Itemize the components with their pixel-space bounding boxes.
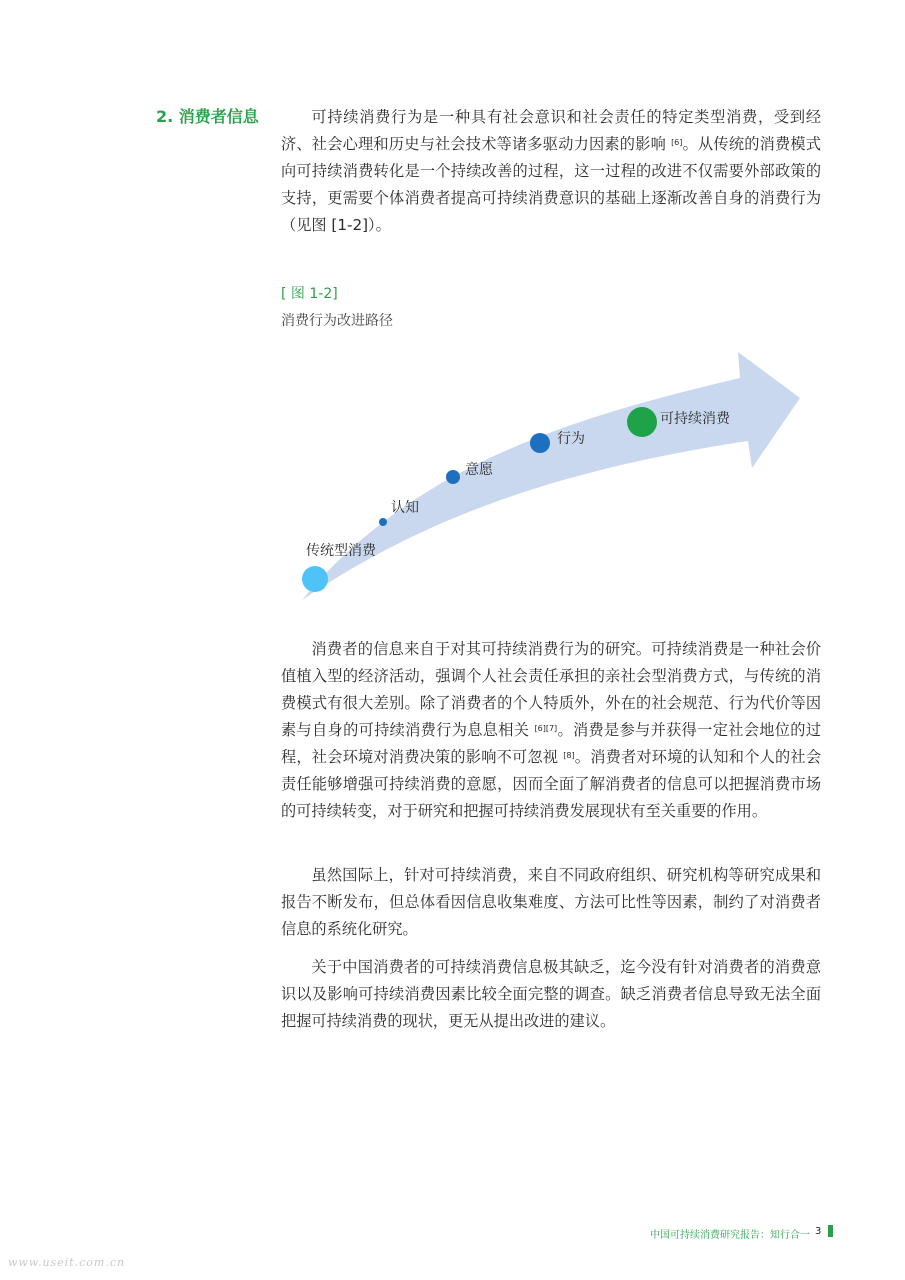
- node-awareness-label: 认知: [391, 500, 419, 516]
- node-willingness-dot: [446, 470, 460, 484]
- node-sustainable-dot: [627, 407, 657, 437]
- path-arrow: [302, 352, 800, 600]
- node-awareness-dot: [379, 518, 387, 526]
- node-behavior-dot: [530, 433, 550, 453]
- figure-label: [ 图 1-2]: [281, 286, 338, 302]
- node-traditional-label: 传统型消费: [306, 543, 376, 559]
- node-behavior-label: 行为: [557, 431, 585, 447]
- paragraph-2: 消费者的信息来自于对其可持续消费行为的研究。可持续消费是一种社会价值植入型的经济活动，强调个人社会责任承担的亲社会型消费方式，与传统的消费模式有很大差别。除了消费者的个人特质外，外在的社会规范、行为代价等因素与自身的可持续消费行为息息相关 [6][7]。消费是参与并获得一定社会地位的过程，社会环境对消费决策的影响不可忽视 [8]。消费者对环境的认知和个人的社会责任能够增强可持续消费的意愿，因而全面了解消费者的信息可以把握消费市场的可持续转变，对于研究和把握可持续消费发展现状有至关重要的作用。: [281, 640, 822, 820]
- node-sustainable-label: 可持续消费: [660, 411, 730, 427]
- citation-ref: [6]: [671, 138, 683, 147]
- node-traditional-dot: [302, 566, 328, 592]
- page-number: 3: [815, 1226, 822, 1237]
- paragraph-3: 虽然国际上，针对可持续消费，来自不同政府组织、研究机构等研究成果和报告不断发布，但总体看因信息收集难度、方法可比性等因素，制约了对消费者信息的系统化研究。: [281, 866, 821, 938]
- citation-ref: [8]: [563, 751, 575, 760]
- paragraph-4: 关于中国消费者的可持续消费信息极其缺乏，迄今没有针对消费者的消费意识以及影响可持续消费因素比较全面完整的调查。缺乏消费者信息导致无法全面把握可持续消费的现状，更无从提出改进的建议。: [281, 958, 821, 1030]
- citation-ref: [6][7]: [534, 724, 558, 733]
- node-willingness-label: 意愿: [465, 462, 493, 478]
- paragraph-1: 可持续消费行为是一种具有社会意识和社会责任的特定类型消费，受到经济、社会心理和历史与社会技术等诸多驱动力因素的影响 [6]。从传统的消费模式向可持续消费转化是一个持续改善的过程，这一过程的改进不仅需要外部政策的支持，更需要个体消费者提高可持续消费意识的基础上逐渐改善自身的消费行为（见图 [1-2]）。: [281, 108, 822, 234]
- footer-accent-bar: [828, 1225, 833, 1237]
- footer-title: 中国可持续消费研究报告：知行合一: [650, 1230, 810, 1241]
- figure-caption: 消费行为改进路径: [281, 313, 393, 329]
- section-title: 2. 消费者信息: [156, 107, 259, 126]
- watermark: www.useit.com.cn: [8, 1256, 126, 1269]
